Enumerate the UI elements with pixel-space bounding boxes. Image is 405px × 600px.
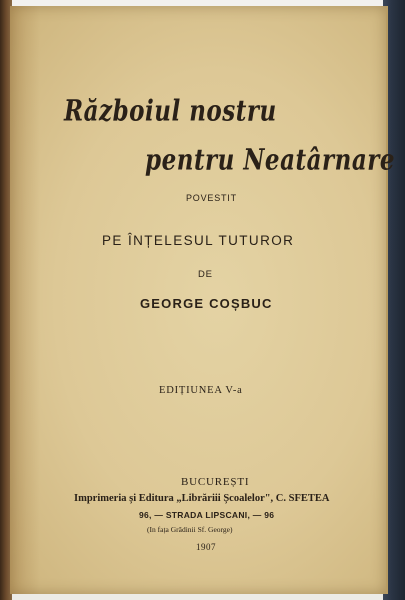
address-landmark: (In fața Grădinii Sf. George): [147, 525, 233, 534]
page-stain: [10, 6, 40, 594]
subtitle: PE ÎNȚELESUL TUTUROR: [102, 233, 295, 248]
by-label: DE: [198, 269, 213, 280]
publisher-address: 96, — STRADA LIPSCANI, — 96: [139, 510, 275, 520]
edition-label: EDIȚIUNEA V-a: [159, 385, 243, 396]
author-name: GEORGE COȘBUC: [140, 296, 273, 311]
povestit-label: POVESTIT: [186, 193, 237, 203]
title-line-1: Războiul nostru: [64, 94, 277, 128]
publication-city: BUCUREȘTI: [181, 476, 250, 488]
publisher-line: Imprimeria și Editura „Librăriii Școalelor", C. SFETEA: [74, 493, 330, 504]
title-page: [10, 6, 395, 594]
title-line-2: pentru Neatârnare: [145, 143, 395, 177]
publication-year: 1907: [196, 542, 216, 552]
